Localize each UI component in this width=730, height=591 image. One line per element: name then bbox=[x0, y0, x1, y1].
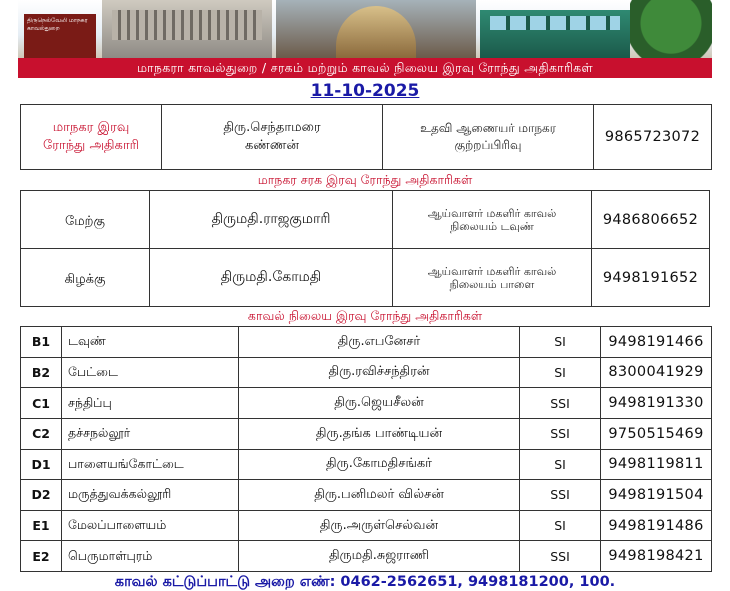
station-name: பெருமாள்புரம் bbox=[62, 541, 239, 572]
circle-zone-text: கிழக்கு bbox=[64, 271, 106, 287]
circle-officers-table bbox=[20, 190, 710, 307]
circle-officer-name-cell bbox=[150, 191, 393, 249]
circle-zone bbox=[21, 249, 150, 307]
control-room-footer: காவல் கட்டுப்பாட்டு அறை எண்: 0462-2562651, 9498181200, 100. bbox=[114, 574, 616, 590]
table-row bbox=[21, 510, 712, 541]
report-date: 11-10-2025 bbox=[310, 81, 420, 101]
banner-tree-image bbox=[630, 0, 712, 58]
table-row bbox=[21, 249, 710, 307]
station-officer-name: திரு.கோமதிசங்கர் bbox=[239, 449, 520, 480]
circle-officer-name: திருமதி.ராஜகுமாரி bbox=[211, 210, 331, 227]
station-officer-name: திரு.பனிமலர் வில்சன் bbox=[239, 480, 520, 511]
city-officer-row bbox=[21, 105, 712, 170]
station-officer-phone: 9498191330 bbox=[601, 388, 712, 419]
station-officer-rank: SSI bbox=[520, 541, 601, 572]
station-name: டவுண் bbox=[62, 327, 239, 358]
station-code: E1 bbox=[21, 510, 62, 541]
circle-officer-name-cell bbox=[150, 249, 393, 307]
city-officer-designation: உதவி ஆணையர் மாநகர குற்றப்பிரிவு bbox=[420, 121, 556, 152]
station-officer-phone: 9750515469 bbox=[601, 418, 712, 449]
page-title: மாநகரா காவல்துறை / சரகம் மற்றும் காவல் நிலைய இரவு ரோந்து அதிகாரிகள் bbox=[18, 58, 712, 78]
table-row bbox=[21, 191, 710, 249]
station-name: பாளையங்கோட்டை bbox=[62, 449, 239, 480]
circle-zone bbox=[21, 191, 150, 249]
station-officer-phone: 8300041929 bbox=[601, 357, 712, 388]
station-code: D2 bbox=[21, 480, 62, 511]
circle-officer-designation-cell bbox=[393, 249, 592, 307]
station-officer-name: திரு.அருள்செல்வன் bbox=[239, 510, 520, 541]
station-officer-phone: 9498191504 bbox=[601, 480, 712, 511]
table-row bbox=[21, 480, 712, 511]
city-officer-table bbox=[20, 104, 712, 170]
station-officer-rank: SI bbox=[520, 327, 601, 358]
circle-officer-designation: ஆய்வாளர் மகளிர் காவல் நிலையம் பாளை bbox=[427, 264, 557, 291]
station-name: சந்திப்பு bbox=[62, 388, 239, 419]
station-name: மருத்துவக்கல்லூரி bbox=[62, 480, 239, 511]
table-row bbox=[21, 357, 712, 388]
table-row bbox=[21, 449, 712, 480]
circle-officer-phone: 9498191652 bbox=[592, 249, 710, 307]
station-section-title: காவல் நிலைய இரவு ரோந்து அதிகாரிகள் bbox=[247, 308, 483, 323]
circle-zone-text: மேற்கு bbox=[64, 213, 105, 229]
banner-bus-image bbox=[480, 10, 630, 58]
station-code: E2 bbox=[21, 541, 62, 572]
station-officer-name: திருமதி.சுஜராணி bbox=[239, 541, 520, 572]
station-name: மேலப்பாளையம் bbox=[62, 510, 239, 541]
station-officer-name: திரு.எபனேசர் bbox=[239, 327, 520, 358]
city-officer-role-text: மாநகர இரவு ரோந்து அதிகாரி bbox=[42, 120, 140, 153]
station-code: D1 bbox=[21, 449, 62, 480]
station-officer-phone: 9498191486 bbox=[601, 510, 712, 541]
header-banner bbox=[18, 0, 712, 58]
station-officer-rank: SI bbox=[520, 449, 601, 480]
circle-officer-designation: ஆய்வாளர் மகளிர் காவல் நிலையம் டவுண் bbox=[427, 206, 557, 233]
station-code: C1 bbox=[21, 388, 62, 419]
station-name: தச்சநல்லூர் bbox=[62, 418, 239, 449]
banner-logo-text: திருநெல்வேலி மாநகர காவல்துறை bbox=[27, 17, 88, 32]
station-code: C2 bbox=[21, 418, 62, 449]
station-officers-body bbox=[21, 327, 712, 572]
station-officer-rank: SSI bbox=[520, 480, 601, 511]
city-officer-phone: 9865723072 bbox=[594, 105, 712, 170]
station-officer-rank: SI bbox=[520, 510, 601, 541]
table-row bbox=[21, 327, 712, 358]
banner-building-image bbox=[102, 0, 272, 58]
city-officer-role bbox=[21, 105, 162, 170]
station-officer-phone: 9498198421 bbox=[601, 541, 712, 572]
station-officer-name: திரு.ஜெயசீலன் bbox=[239, 388, 520, 419]
station-officer-rank: SSI bbox=[520, 418, 601, 449]
circle-officer-designation-cell bbox=[393, 191, 592, 249]
table-row bbox=[21, 418, 712, 449]
city-officer-designation-cell bbox=[383, 105, 594, 170]
police-logo-building bbox=[24, 14, 96, 58]
station-officer-name: திரு.தங்க பாண்டியன் bbox=[239, 418, 520, 449]
circle-section-title: மாநகர சரக இரவு ரோந்து அதிகாரிகள் bbox=[257, 172, 473, 187]
circle-officer-name: திருமதி.கோமதி bbox=[220, 268, 322, 285]
station-officer-name: திரு.ரவிச்சந்திரன் bbox=[239, 357, 520, 388]
city-officer-name: திரு.செந்தாமரை கண்ணன் bbox=[223, 120, 321, 153]
circle-officer-phone: 9486806652 bbox=[592, 191, 710, 249]
table-row bbox=[21, 388, 712, 419]
station-officer-rank: SSI bbox=[520, 388, 601, 419]
station-code: B2 bbox=[21, 357, 62, 388]
table-row bbox=[21, 541, 712, 572]
station-officer-phone: 9498119811 bbox=[601, 449, 712, 480]
banner-temple-image bbox=[276, 0, 476, 58]
station-name: பேட்டை bbox=[62, 357, 239, 388]
station-code: B1 bbox=[21, 327, 62, 358]
station-officer-rank: SI bbox=[520, 357, 601, 388]
city-officer-name-cell bbox=[162, 105, 383, 170]
station-officers-table bbox=[20, 326, 712, 572]
station-officer-phone: 9498191466 bbox=[601, 327, 712, 358]
